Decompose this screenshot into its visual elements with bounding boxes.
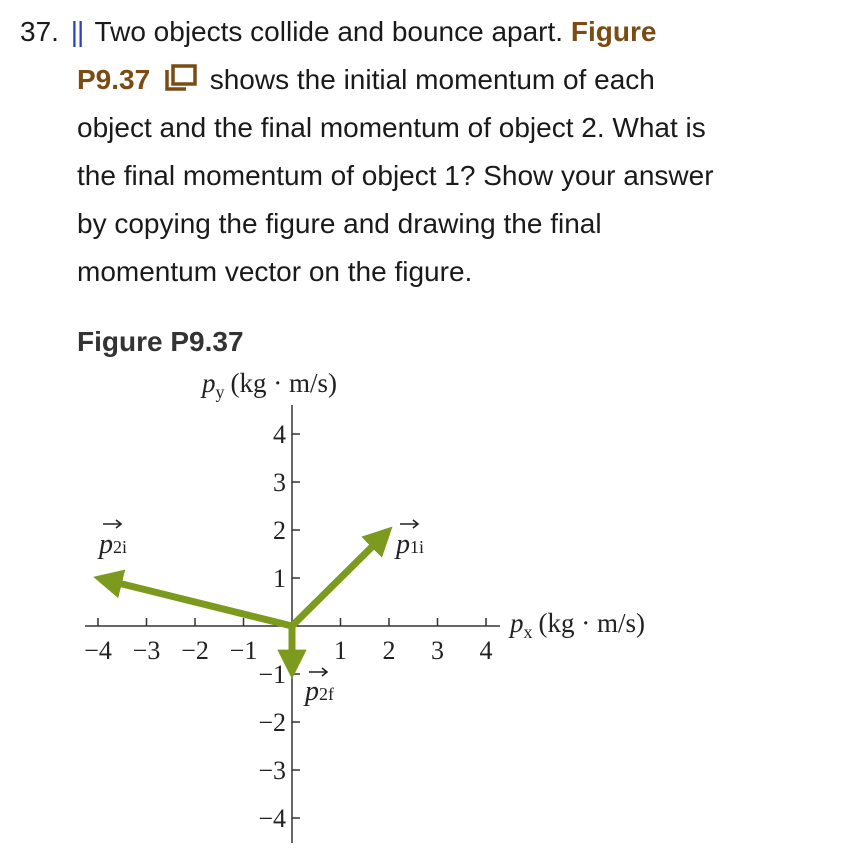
y-tick-label: 1 xyxy=(273,564,286,593)
x-tick-label: −3 xyxy=(132,636,161,665)
problem-line-5 xyxy=(77,200,602,248)
problem-line-2 xyxy=(77,56,655,104)
difficulty-marker: || xyxy=(70,16,84,47)
y-tick-label: −2 xyxy=(258,708,286,737)
problem-line-6 xyxy=(77,248,472,296)
problem-text-line4: the final momentum of object 1? Show your answer xyxy=(77,160,714,191)
problem-text-line5: by copying the figure and drawing the final xyxy=(77,208,602,239)
y-tick-label: −1 xyxy=(258,660,286,689)
x-tick-label: −4 xyxy=(84,636,112,665)
x-tick-label: 3 xyxy=(431,636,444,665)
figure-link-part2[interactable]: P9.37 xyxy=(77,64,151,95)
momentum-graph xyxy=(0,360,854,866)
problem-text-line2: shows the initial momentum of each xyxy=(209,64,655,95)
x-tick-label: 4 xyxy=(479,636,493,665)
y-tick-label: 4 xyxy=(273,420,286,449)
svg-text:p1i: p1i xyxy=(396,529,425,560)
x-axis-label: $p_x$ (kg · m/s) xyxy=(510,608,645,642)
y-tick-label: 3 xyxy=(273,468,286,497)
problem-text-line6: momentum vector on the figure. xyxy=(77,256,473,287)
figure-link-part1[interactable]: Figure xyxy=(570,16,657,47)
y-tick-label: −4 xyxy=(258,804,286,833)
vector-label-p2f xyxy=(303,668,334,707)
svg-text:p2f: p2f xyxy=(305,676,334,707)
x-tick-label: −1 xyxy=(229,636,258,665)
x-tick-label: 1 xyxy=(334,636,347,665)
vector-label-p2i xyxy=(97,520,127,560)
vector-p1i xyxy=(292,533,386,626)
figure-title: Figure P9.37 xyxy=(77,326,244,357)
y-axis-label: $p_y$ (kg · m/s) xyxy=(202,368,337,402)
popout-icon[interactable] xyxy=(164,59,198,87)
vector-label-p1i xyxy=(394,520,424,560)
x-tick-label: −2 xyxy=(181,636,209,665)
problem-line-3 xyxy=(77,104,706,152)
x-tick-label: 2 xyxy=(382,636,396,665)
y-tick-label: 2 xyxy=(273,516,286,545)
problem-line-4 xyxy=(77,152,714,200)
problem-text-line1: Two objects collide and bounce apart. xyxy=(94,16,564,47)
svg-text:p2i: p2i xyxy=(99,529,128,560)
problem-number: 37. xyxy=(20,16,59,47)
vector-p2i xyxy=(102,579,292,626)
problem-text-line3: object and the final momentum of object 2. What is xyxy=(77,112,706,143)
problem-line-1 xyxy=(20,8,656,56)
y-tick-label: −3 xyxy=(258,756,286,785)
